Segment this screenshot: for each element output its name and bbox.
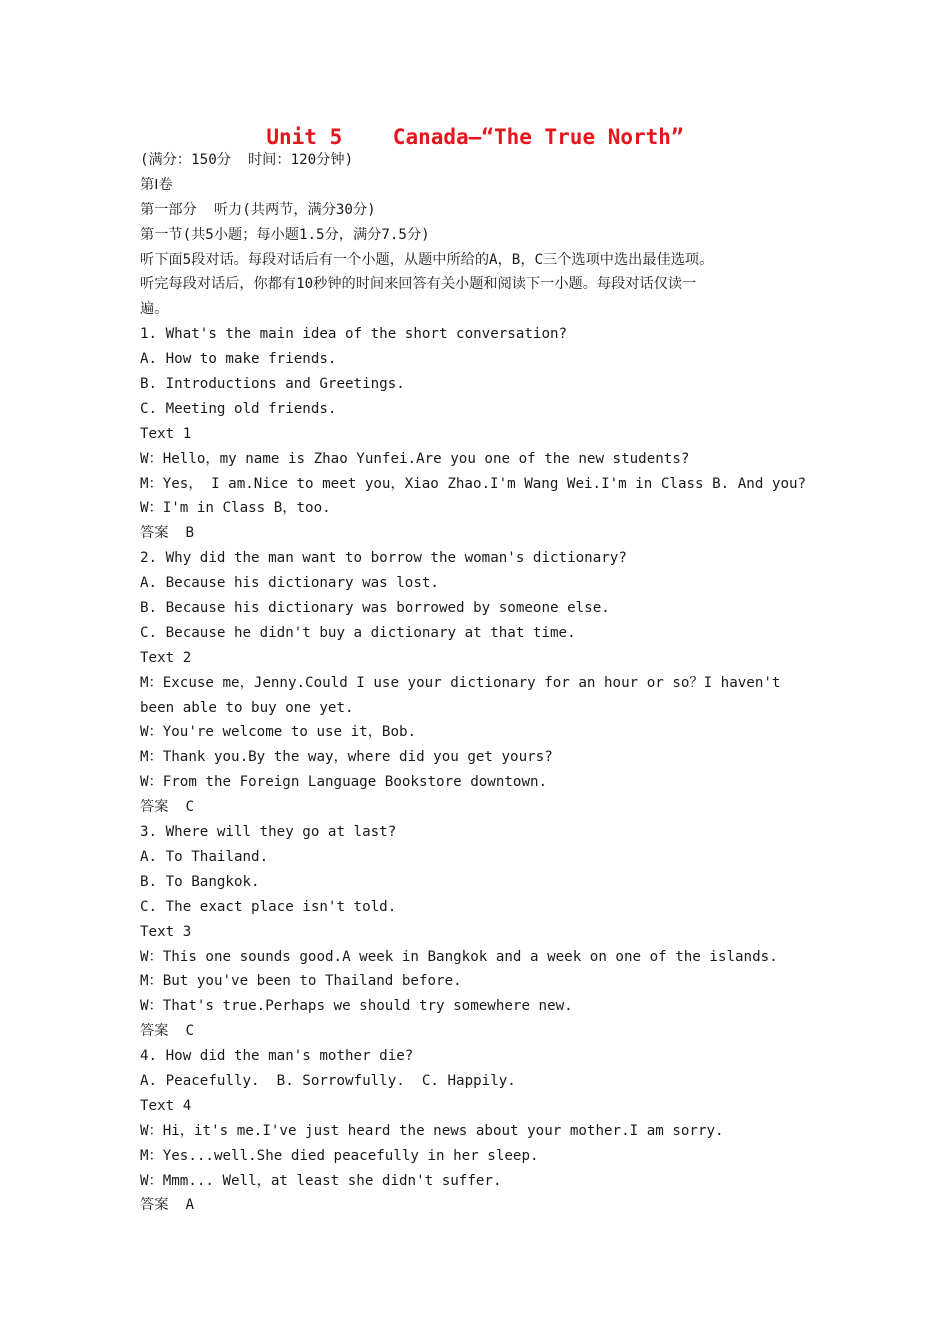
text-line: C. Because he didn't buy a dictionary at that time. bbox=[140, 624, 576, 641]
text-line: W：Mmm... Well，at least she didn't suffer. bbox=[140, 1172, 502, 1189]
text-line: 4. How did the man's mother die? bbox=[140, 1048, 414, 1065]
text-line: Text 1 bbox=[140, 425, 192, 442]
text-line: B. Because his dictionary was borrowed by someone else. bbox=[140, 600, 610, 617]
text-line: W：Hi，it's me.I've just heard the news about your mother.I am sorry. bbox=[140, 1122, 724, 1139]
text-line: M：Yes...well.She died peacefully in her sleep. bbox=[140, 1147, 539, 1164]
text-line: 遍。 bbox=[140, 301, 169, 318]
text-line: M：But you've been to Thailand before. bbox=[140, 973, 462, 990]
document-body bbox=[140, 148, 820, 1218]
text-line: 听完每段对话后，你都有10秒钟的时间来回答有关小题和阅读下一小题。每段对话仅读一 bbox=[140, 276, 697, 293]
text-line: B. Introductions and Greetings. bbox=[140, 376, 405, 393]
text-line: 答案 C bbox=[140, 1023, 194, 1040]
text-line: 2. Why did the man want to borrow the woman's dictionary? bbox=[140, 550, 627, 567]
text-line: 3. Where will they go at last? bbox=[140, 824, 397, 841]
text-line: 第一部分 听力(共两节，满分30分) bbox=[140, 201, 376, 218]
text-line: W：This one sounds good.A week in Bangkok and a week on one of the islands. bbox=[140, 948, 778, 965]
text-line: A. Peacefully. B. Sorrowfully. C. Happily. bbox=[140, 1072, 516, 1089]
text-line: 答案 B bbox=[140, 525, 194, 542]
text-line: W：I'm in Class B，too. bbox=[140, 500, 331, 517]
text-line: 答案 A bbox=[140, 1197, 194, 1214]
text-line: 1. What's the main idea of the short conversation? bbox=[140, 326, 568, 343]
text-line: C. The exact place isn't told. bbox=[140, 898, 397, 915]
document-title: Unit 5 Canada—“The True North” bbox=[266, 125, 684, 149]
text-line: M：Thank you.By the way，where did you get yours? bbox=[140, 749, 553, 766]
text-line: 答案 C bbox=[140, 799, 194, 816]
text-line: 听下面5段对话。每段对话后有一个小题，从题中所给的A，B，C三个选项中选出最佳选项。 bbox=[140, 251, 714, 268]
text-line: M：Yes， I am.Nice to meet you，Xiao Zhao.I'm Wang Wei.I'm in Class B. And you? bbox=[140, 475, 807, 492]
text-line: 第Ⅰ卷 bbox=[140, 176, 173, 193]
text-line: W：You're welcome to use it，Bob. bbox=[140, 724, 417, 741]
text-line: A. To Thailand. bbox=[140, 848, 269, 865]
text-line: W：From the Foreign Language Bookstore downtown. bbox=[140, 774, 548, 791]
text-line: Text 3 bbox=[140, 923, 192, 940]
text-line: been able to buy one yet. bbox=[140, 699, 354, 716]
text-line: W：That's true.Perhaps we should try somewhere new. bbox=[140, 998, 573, 1015]
text-line: A. Because his dictionary was lost. bbox=[140, 575, 439, 592]
text-line: M：Excuse me，Jenny.Could I use your dictionary for an hour or so？I haven't bbox=[140, 674, 781, 691]
text-line: C. Meeting old friends. bbox=[140, 400, 337, 417]
text-line: B. To Bangkok. bbox=[140, 873, 260, 890]
text-line: (满分：150分 时间：120分钟) bbox=[140, 152, 354, 168]
text-line: Text 4 bbox=[140, 1097, 192, 1114]
text-line: A. How to make friends. bbox=[140, 351, 337, 368]
text-line: Text 2 bbox=[140, 649, 192, 666]
text-line: W：Hello，my name is Zhao Yunfei.Are you one of the new students? bbox=[140, 450, 690, 467]
text-line: 第一节(共5小题；每小题1.5分，满分7.5分) bbox=[140, 226, 430, 243]
